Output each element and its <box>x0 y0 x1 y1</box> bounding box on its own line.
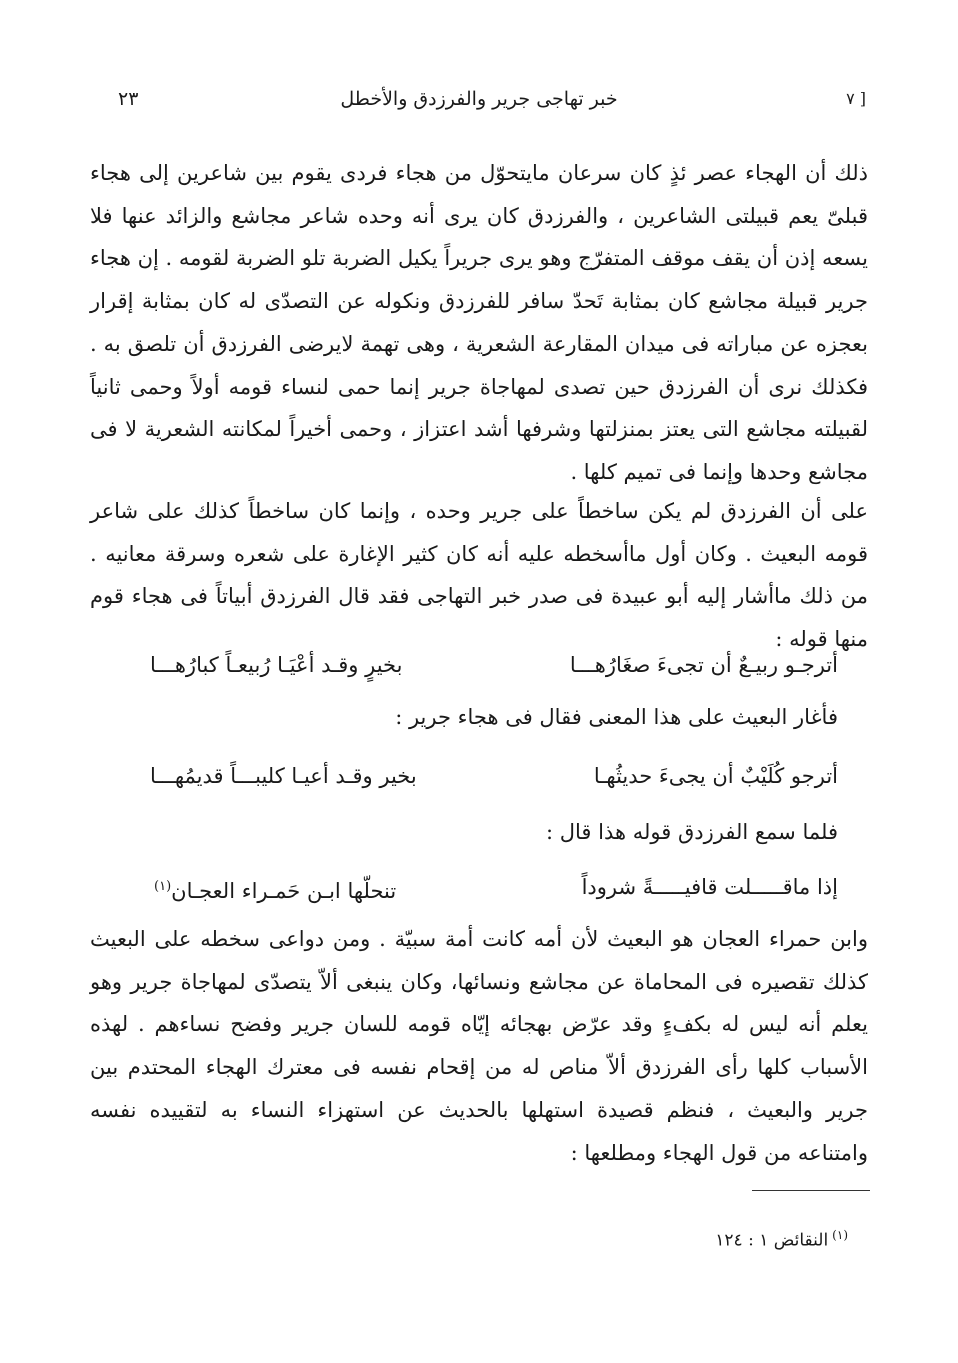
verse-hemistich-first: أترجـو ربيـعٌ أن تجىءَ صغَارُهـــا <box>569 653 838 677</box>
verse <box>150 645 838 685</box>
paragraph: وابن حمراء العجان هو البعيث لأن أمه كانت أمة سبيّة . ومن دواعى سخطه على البعيث كذلك تقصيره فى المحاماة عن مجاشع ونسائها، وكان ينبغى ألاّ يتصدّى لمهاجاة جرير وهو يعلم أنه ليس له بكفءٍ وقد عرّض بهجائه إيّاه قومه للسان جرير وفضح نساءهم . لهذه الأسباب كلها رأى الفرزدق ألاّ مناص له من إقحام نفسه فى معترك الهجاء المحتدم بين جرير والبعيث ، فنظم قصيدة استهلها بالحديث عن استهزاء النساء به لتقييده نفسه وامتناعه من قول الهجاء ومطلعها : <box>90 927 868 1165</box>
verse <box>150 867 838 907</box>
verse-hemistich-first: أترجو كُلَيْبٌ أن يجىءَ حديثُهـا <box>593 764 838 788</box>
running-title: خبر تهاجى جرير والفرزدق والأخطل <box>340 88 618 110</box>
footnote-number: (١) <box>832 1228 848 1242</box>
verse <box>150 756 838 796</box>
paragraph: على أن الفرزدق لم يكن ساخطاً على جرير وحده ، وإنما كان ساخطاً كذلك على شاعر قومه البعيث . وكان أول ماأسخطه عليه أنه كان كثير الإغارة على شعره وسرقة معانيه . من ذلك ماأشار إليه أبو عبيدة فى صدر خبر التهاجى فقد قال الفرزدق أبياتاً فى هجاء قوم منها قوله : <box>90 499 868 652</box>
verse-hemistich-second <box>150 867 396 911</box>
page-number: ٢٣ <box>118 88 139 110</box>
footnote-reference[interactable]: (١) <box>154 879 172 894</box>
footnote-text: النقائض ١ : ١٢٤ <box>715 1230 829 1251</box>
footnote <box>715 1222 848 1254</box>
prose-line: فلما سمع الفرزدق قوله هذا قال : <box>546 820 838 844</box>
section-mark: [ ٧ <box>846 89 866 108</box>
prose-line: فأغار البعيث على هذا المعنى فقال فى هجاء جرير : <box>395 705 838 729</box>
verse-hemistich-first: إذا ماقـــــلت قافيـــــةً شروداً <box>581 875 838 899</box>
paragraph: ذلك أن الهجاء عصر ئذٍ كان سرعان مايتحوّل من هجاء فردى يقوم بين شاعرين إلى هجاء قبلىّ يعم قبيلتى الشاعرين ، والفرزدق كان يرى أنه وحده شاعر مجاشع والزائد عنها فلا يسعه إذن أن يقف موقف المتفرّج وهو يرى جريراً يكيل الضربة تلو الضربة لقومه . إن هجاء جرير قبيلة مجاشع كان بمثابة تَحدّ سافر للفرزدق ونكوله عن التصدّى له كان بمثابة إقرار بعجزه عن مباراته فى ميدان المقارعة الشعرية ، وهى تهمة لايرضى الفرزدق أن تلصق به . فكذلك نرى أن الفرزدق حين تصدى لمهاجاة جرير إنما حمى لنساء قومه أولاً وحمى ثانياً لقبيلته مجاشع التى يعتز بمنزلتها وشرفها أشد اعتزاز ، وحمى أخيراً لمكانته الشعرية لا فى مجاشع وحدها وإنما فى تميم كلها . <box>90 161 868 484</box>
verse-hemistich-second: بخير وقـد أعيـا كليبـــاً قديمُهـــا <box>150 764 417 788</box>
verse-hemistich-text: تنحلّها ابـن حَمـراء العجـان <box>171 879 397 903</box>
verse-hemistich-second: بخيرٍ وقـد أعْيَـا رُبيعـاً كبارُهـــا <box>150 653 403 677</box>
footnote-divider <box>752 1190 870 1191</box>
